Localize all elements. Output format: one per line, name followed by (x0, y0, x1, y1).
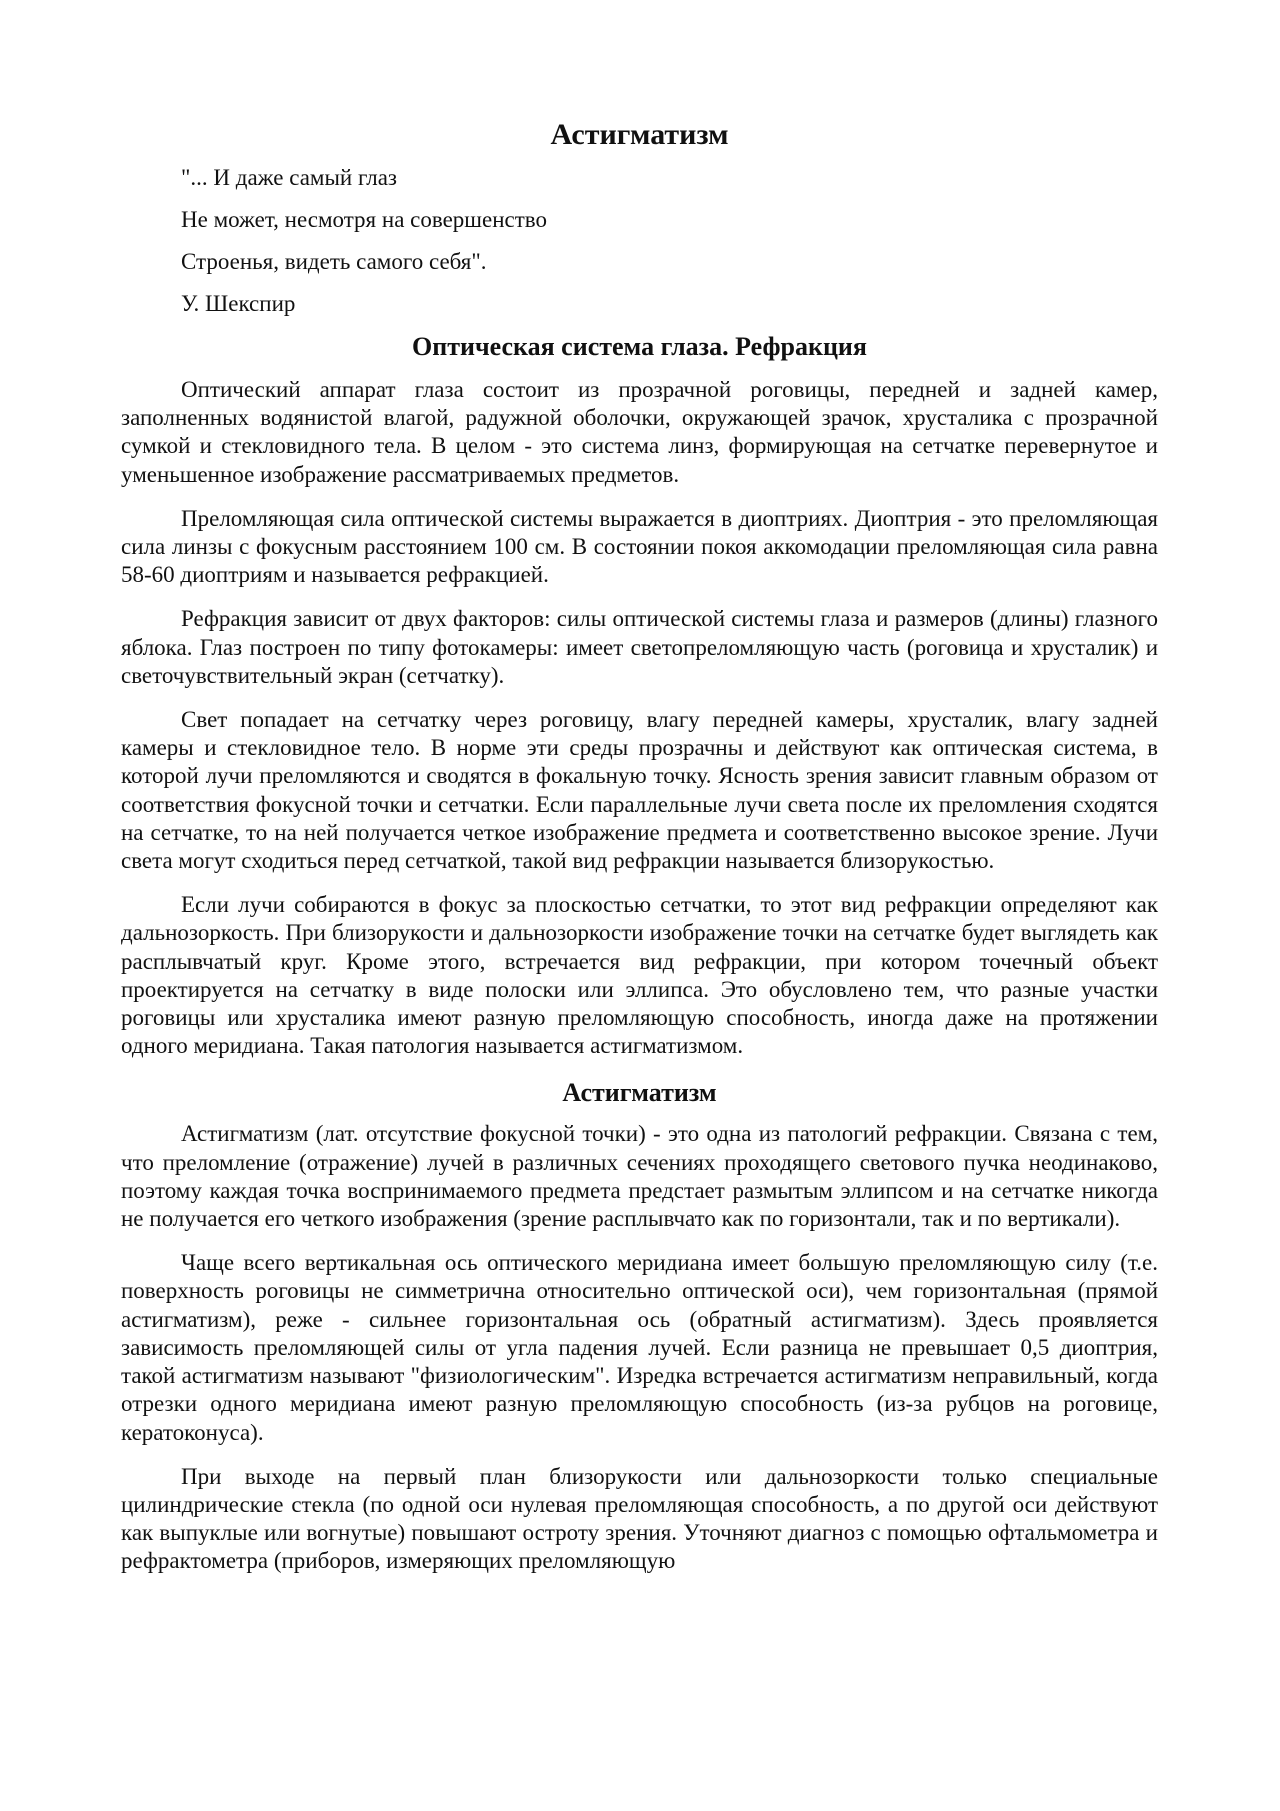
paragraph: Астигматизм (лат. отсутствие фокусной точки) - это одна из патологий рефракции. Связана с тем, что преломление (отражение) лучей в различных сечениях проходящего светового пучка неодинаково, поэтому каждая точка воспринимаемого предмета предстает размытым эллипсом и на сетчатке никогда не получается его четкого изображения (зрение расплывчато как по горизонтали, так и по вертикали). (121, 1121, 1158, 1232)
epigraph-author: У. Шекспир (181, 291, 296, 316)
paragraph: Преломляющая сила оптической системы выражается в диоптриях. Диоптрия - это преломляющая сила линзы с фокусным расстоянием 100 см. В состоянии покоя аккомодации преломляющая сила равна 58-60 диоптриям и называется рефракцией. (121, 505, 1158, 588)
epigraph-line: Строенья, видеть самого себя". (181, 249, 487, 274)
section-optics-body (121, 376, 1158, 1060)
document-title: Астигматизм (550, 118, 729, 151)
section-heading-astigmatism: Астигматизм (562, 1078, 717, 1108)
epigraph (181, 166, 1158, 316)
paragraph: При выходе на первый план близорукости или дальнозоркости только специальные цилиндрические стекла (по одной оси нулевая преломляющая способность, а по другой оси действуют как выпуклые или вогнутые) повышают остроту зрения. Уточняют диагноз с помощью офтальмометра и рефрактометра (приборов, измеряющих преломляющую (121, 1463, 1158, 1574)
section-astigmatism-body (121, 1120, 1158, 1575)
paragraph: Оптический аппарат глаза состоит из прозрачной роговицы, передней и задней камер, заполненных водянистой влагой, радужной оболочки, окружающей зрачок, хрусталика с прозрачной сумкой и стекловидного тела. В целом - это система линз, формирующая на сетчатке перевернутое и уменьшенное изображение рассматриваемых предметов. (121, 377, 1158, 487)
paragraph: Рефракция зависит от двух факторов: силы оптической системы глаза и размеров (длины) глазного яблока. Глаз построен по типу фотокамеры: имеет светопреломляющую часть (роговица и хрусталик) и светочувствительный экран (сетчатку). (121, 606, 1158, 688)
paragraph: Чаще всего вертикальная ось оптического меридиана имеет большую преломляющую силу (т.е. поверхность роговицы не симметрична относительно оптической оси), чем горизонтальная (прямой астигматизм), реже - сильнее горизонтальная ось (обратный астигматизм). Здесь проявляется зависимость преломляющей силы от угла падения лучей. Если разница не превышает 0,5 диоптрия, такой астигматизм называют "физиологическим". Изредка встречается астигматизм неправильный, когда отрезки одного меридиана имеют разную преломляющую способность (из-за рубцов на роговице, кератоконуса). (121, 1250, 1158, 1445)
paragraph: Если лучи собираются в фокус за плоскостью сетчатки, то этот вид рефракции определяют как дальнозоркость. При близорукости и дальнозоркости изображение точки на сетчатке будет выглядеть как расплывчатый круг. Кроме этого, встречается вид рефракции, при котором точечный объект проектируется на сетчатку в виде полоски или эллипса. Это обусловлено тем, что разные участки роговицы или хрусталика имеют разную преломляющую способность, иногда даже на протяжении одного меридиана. Такая патология называется астигматизмом. (121, 892, 1158, 1059)
epigraph-line: Не может, несмотря на совершенство (181, 207, 547, 232)
section-heading-optics: Оптическая система глаза. Рефракция (412, 332, 867, 361)
paragraph: Свет попадает на сетчатку через роговицу, влагу передней камеры, хрусталик, влагу задней камеры и стекловидное тело. В норме эти среды прозрачны и действуют как оптическая система, в которой лучи преломляются и сводятся в фокальную точку. Ясность зрения зависит главным образом от соответствия фокусной точки и сетчатки. Если параллельные лучи света после их преломления сходятся на сетчатке, то на ней получается четкое изображение предмета и соответственно высокое зрение. Лучи света могут сходиться перед сетчаткой, такой вид рефракции называется близорукостью. (121, 707, 1158, 874)
epigraph-line: "... И даже самый глаз (181, 165, 398, 190)
